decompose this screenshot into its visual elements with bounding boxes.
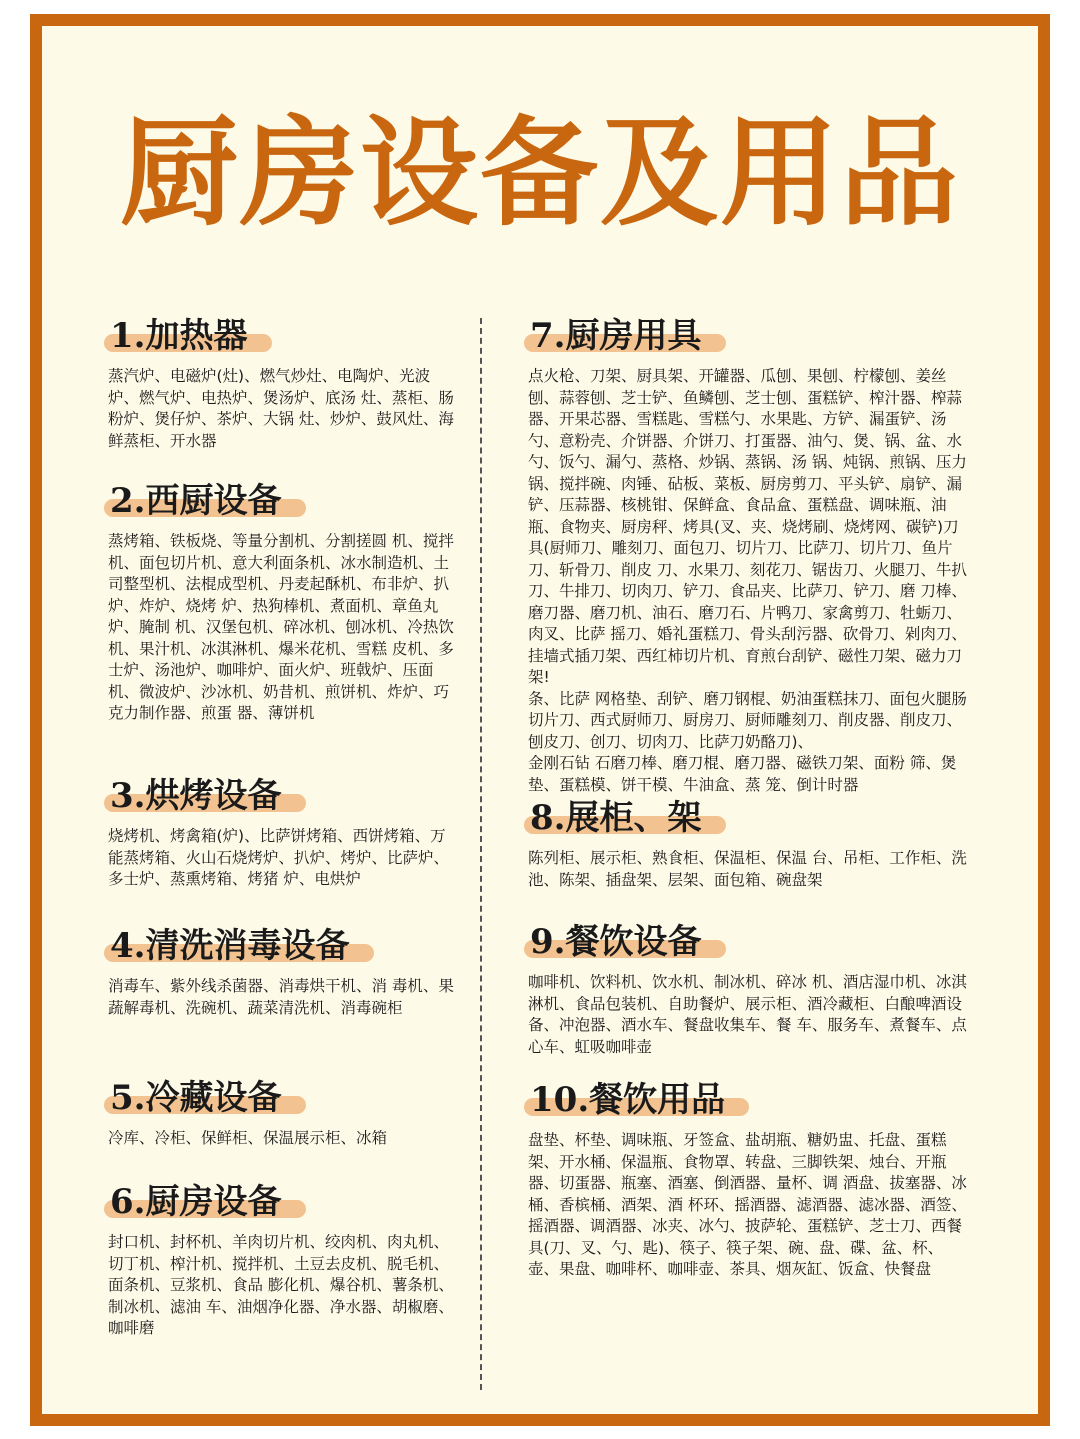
section-body-paragraph: 点火枪、刀架、厨具架、开罐器、瓜刨、果刨、柠檬刨、姜丝刨、蒜蓉刨、芝士铲、鱼鳞刨、芝士刨、蛋糕铲、榨汁器、榨蒜 器、开果芯器、雪糕匙、雪糕勺、水果匙、方铲、漏蛋铲、汤勺、意粉壳、介饼器、介饼刀、打蛋器、油勺、煲、锅、盆、水 勺、饭勺、漏勺、蒸格、炒锅、蒸锅、汤 锅、炖锅、煎锅、压力锅、搅拌碗、肉锤、砧板、菜板、厨房剪刀、平头铲、扇铲、漏铲、压蒜器、核桃钳、保鲜盒、食品盒、蛋糕盘、调味瓶、油瓶、食物夹、厨房秤、烤具(叉、夹、烧烤刷、烧烤网、碳铲)刀具(厨师刀、雕刻刀、面包刀、切片刀、比萨刀、切片刀、鱼片刀、斩骨刀、削皮 刀、水果刀、刻花刀、锯齿刀、火腿刀、牛扒刀、牛排刀、切肉刀、铲刀、食品夹、比萨刀、铲刀、磨 刀棒、磨刀器、磨刀机、油石、磨刀石、片鸭刀、家禽剪刀、牡蛎刀、肉叉、比萨 摇刀、婚礼蛋糕刀、骨头刮污器、砍骨刀、剁肉刀、挂墙式插刀架、西红柿切片机、育煎台刮铲、磁性刀架、磁力刀架! <box>528 367 967 686</box>
section-body: 烧烤机、烤禽箱(炉)、比萨饼烤箱、西饼烤箱、万能蒸烤箱、火山石烧烤炉、扒炉、烤炉、比萨炉、多士炉、蒸熏烤箱、烤猪 炉、电烘炉 <box>108 827 450 888</box>
section-kitchen-equipment <box>108 1182 458 1340</box>
section-body: 蒸汽炉、电磁炉(灶)、燃气炒灶、电陶炉、光波炉、燃气炉、电热炉、煲汤炉、底汤 灶、蒸柜、肠粉炉、煲仔炉、茶炉、大锅 灶、炒炉、鼓风灶、海鲜蒸柜、开水器 <box>108 367 454 450</box>
section-body: 咖啡机、饮料机、饮水机、制冰机、碎冰 机、酒店湿巾机、冰淇淋机、食品包装机、自助餐炉、展示柜、酒冷藏柜、白酿啤酒设备、冲泡器、酒水车、餐盘收集车、餐 车、服务车、煮餐车、点心车、虹吸咖啡壶 <box>528 973 967 1056</box>
section-heading: 10.餐饮用品 <box>528 1080 731 1120</box>
section-body: 盘垫、杯垫、调味瓶、牙签盒、盐胡瓶、糖奶盅、托盘、蛋糕架、开水桶、保温瓶、食物罩、转盘、三脚铁架、烛台、开瓶器、切蛋器、瓶塞、酒塞、倒酒器、量杯、调 酒盘、拔塞器、冰桶、香槟桶、酒架、酒 杯环、摇酒器、滤酒器、滤冰器、酒签、摇酒器、调酒器、冰夹、冰勺、披萨轮、蛋糕铲、芝士刀、西餐具(刀、叉、勺、匙)、筷子、筷子架、碗、盘、碟、盆、杯、壶、果盘、咖啡杯、咖啡壶、茶具、烟灰缸、饭盒、快餐盘 <box>528 1131 967 1278</box>
section-body: 封口机、封杯机、羊肉切片机、绞肉机、肉丸机、切丁机、榨汁机、搅拌机、土豆去皮机、脱毛机、面条机、豆浆机、食品 膨化机、爆谷机、薯条机、制冰机、滤油 车、油烟净化器、净水器、胡椒磨、咖啡磨 <box>108 1233 454 1337</box>
section-cleaning <box>108 926 458 1019</box>
section-baking <box>108 776 458 891</box>
section-kitchen-utensils <box>528 316 968 796</box>
section-heading: 3.烘烤设备 <box>108 776 288 816</box>
section-body: 陈列柜、展示柜、熟食柜、保温柜、保温 台、吊柜、工作柜、洗池、陈架、插盘架、层架、面包箱、碗盘架 <box>528 849 967 889</box>
column-divider <box>480 318 482 1390</box>
section-body: 蒸烤箱、铁板烧、等量分割机、分割搓圆 机、搅拌机、面包切片机、意大利面条机、冰水制造机、土司整型机、法棍成型机、丹麦起酥机、布非炉、扒炉、炸炉、烧烤 炉、热狗棒机、煮面机、章鱼丸炉、腌制 机、汉堡包机、碎冰机、刨冰机、冷热饮 机、果汁机、冰淇淋机、爆米花机、雪糕 皮机、多士炉、汤池炉、咖啡炉、面火炉、班戟炉、压面机、微波炉、沙冰机、奶昔机、煎饼机、炸炉、巧克力制作器、煎蛋 器、薄饼机 <box>108 532 454 722</box>
section-heater <box>108 316 458 452</box>
section-heading: 7.厨房用具 <box>528 316 708 356</box>
section-body: 冷库、冷柜、保鲜柜、保温展示柜、冰箱 <box>108 1129 388 1147</box>
section-catering-supplies <box>528 1080 968 1281</box>
section-body-paragraph: 金刚石钻 石磨刀棒、磨刀棍、磨刀器、磁铁刀架、面粉 筛、煲垫、蛋糕模、饼干模、牛油盒、蒸 笼、倒计时器 <box>528 754 957 794</box>
section-body <box>528 366 968 796</box>
section-display-cabinets <box>528 798 968 891</box>
section-heading: 6.厨房设备 <box>108 1182 288 1222</box>
section-western-kitchen <box>108 481 458 725</box>
section-heading: 2.西厨设备 <box>108 481 288 521</box>
section-body: 消毒车、紫外线杀菌器、消毒烘干机、消 毒机、果蔬解毒机、洗碗机、蔬菜清洗机、消毒碗柜 <box>108 977 454 1017</box>
section-body-paragraph: 条、比萨 网格垫、刮铲、磨刀钢棍、奶油蛋糕抹刀、面包火腿肠切片刀、西式厨师刀、厨房刀、厨师雕刻刀、削皮器、削皮刀、刨皮刀、创刀、切肉刀、比萨刀奶酪刀)、 <box>528 689 967 751</box>
section-heading: 1.加热器 <box>108 316 254 356</box>
section-heading: 4.清洗消毒设备 <box>108 926 356 966</box>
section-refrigeration <box>108 1078 387 1150</box>
page-title: 厨房设备及用品 <box>119 103 960 242</box>
section-heading: 8.展柜、架 <box>528 798 708 838</box>
section-heading: 5.冷藏设备 <box>108 1078 288 1118</box>
section-catering-equipment <box>528 922 968 1058</box>
section-heading: 9.餐饮设备 <box>528 922 708 962</box>
